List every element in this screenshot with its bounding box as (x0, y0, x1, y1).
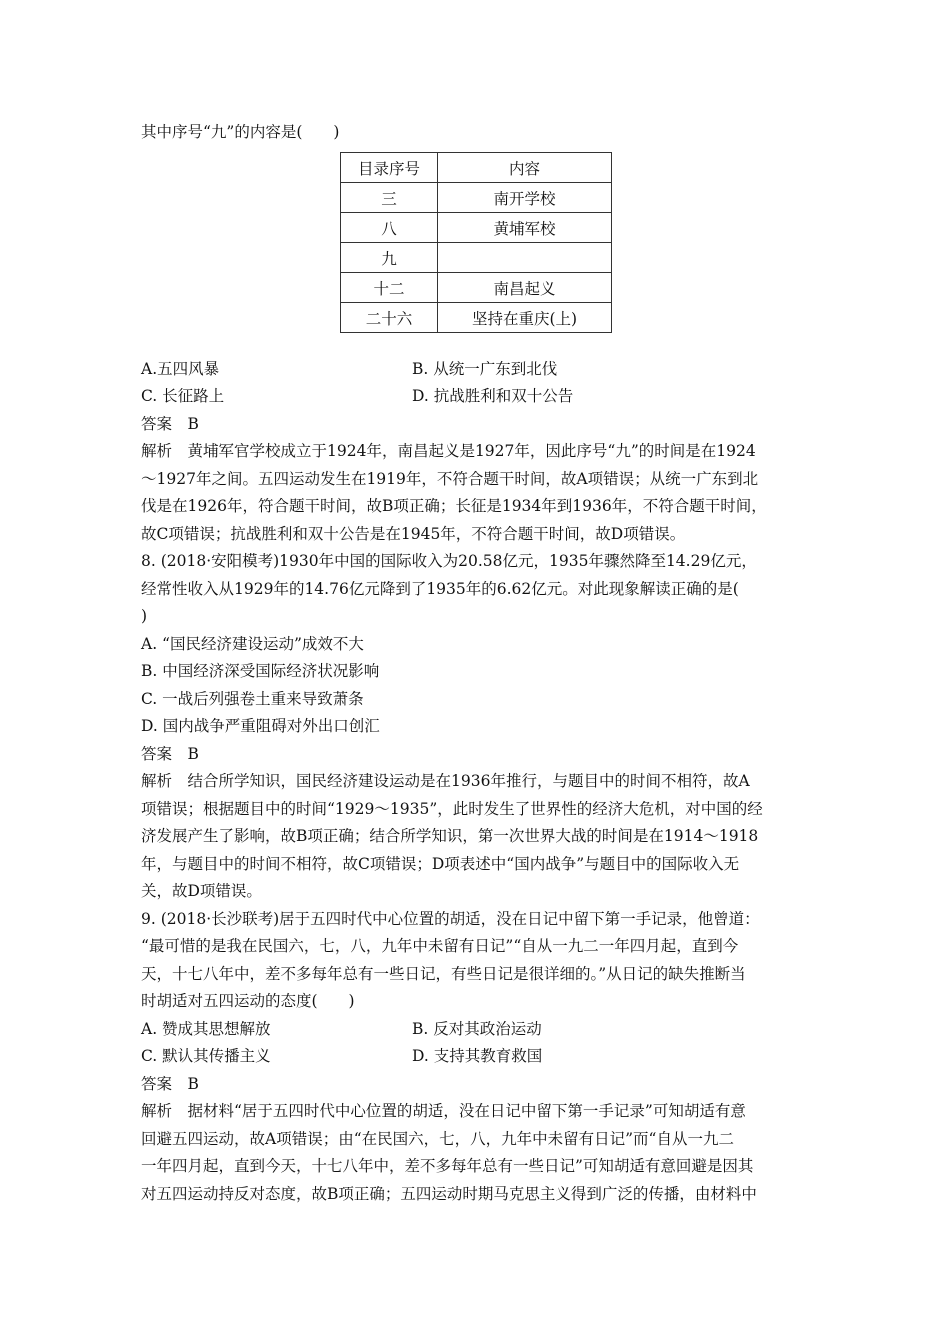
analysis-line: 伐是在1926年，符合题干时间，故B项正确；长征是1934年到1936年，不符合题干时间， (141, 497, 767, 515)
option-b: B. 反对其政治运动 (412, 1020, 542, 1038)
question-stem: “最可惜的是我在民国六，七，八，九年中未留有日记”“自从一九二一年四月起，直到今 (141, 937, 739, 955)
table-cell: 坚持在重庆(上) (438, 303, 612, 333)
question-stem: 时胡适对五四运动的态度( ) (141, 992, 355, 1010)
option-d: D. 国内战争严重阻碍对外出口创汇 (141, 717, 380, 735)
analysis-line: 解析 黄埔军官学校成立于1924年，南昌起义是1927年，因此序号“九”的时间是在1924 (141, 442, 756, 460)
question-stem: ) (141, 607, 148, 625)
analysis-line: 对五四运动持反对态度，故B项正确；五四运动时期马克思主义得到广泛的传播，由材料中 (141, 1185, 757, 1203)
option-c: C. 长征路上 (141, 387, 225, 405)
table-row (341, 213, 612, 243)
option-b: B. 中国经济深受国际经济状况影响 (141, 662, 380, 680)
analysis-line: 一年四月起，直到今天，十七八年中，差不多每年总有一些日记”可知胡适有意回避是因其 (141, 1157, 754, 1175)
option-c: C. 默认其传播主义 (141, 1047, 271, 1065)
table-cell: 二十六 (341, 303, 438, 333)
question-intro: 其中序号“九”的内容是( ) (141, 123, 340, 141)
table-cell (438, 243, 612, 273)
table-cell: 南昌起义 (438, 273, 612, 303)
table-row (341, 243, 612, 273)
question-stem: 天，十七八年中，差不多每年总有一些日记，有些日记是很详细的。”从日记的缺失推断当 (141, 965, 746, 983)
table-cell: 十二 (341, 273, 438, 303)
toc-table (340, 152, 612, 333)
option-a: A. 赞成其思想解放 (141, 1020, 271, 1038)
question-stem: 9. (2018·长沙联考)居于五四时代中心位置的胡适，没在日记中留下第一手记录，他曾道： (141, 910, 760, 928)
table-header-cell: 目录序号 (341, 153, 438, 183)
option-b: B. 从统一广东到北伐 (412, 360, 558, 378)
table-header-row (341, 153, 612, 183)
answer: 答案 B (141, 415, 199, 433)
table-header-cell: 内容 (438, 153, 612, 183)
option-a: A.五四风暴 (141, 360, 220, 378)
table-cell: 南开学校 (438, 183, 612, 213)
table-cell: 黄埔军校 (438, 213, 612, 243)
question-stem: 8. (2018·安阳模考)1930年中国的国际收入为20.58亿元，1935年骤然降至14.29亿元， (141, 552, 757, 570)
table-cell: 三 (341, 183, 438, 213)
table-row (341, 303, 612, 333)
analysis-line: 济发展产生了影响，故B项正确；结合所学知识，第一次世界大战的时间是在1914～1918 (141, 827, 759, 845)
analysis-line: 解析 结合所学知识，国民经济建设运动是在1936年推行，与题目中的时间不相符，故A (141, 772, 750, 790)
table-row (341, 183, 612, 213)
analysis-line: 解析 据材料“居于五四时代中心位置的胡适，没在日记中留下第一手记录”可知胡适有意 (141, 1102, 746, 1120)
option-d: D. 抗战胜利和双十公告 (412, 387, 574, 405)
analysis-line: ～1927年之间。五四运动发生在1919年，不符合题干时间，故A项错误；从统一广东到北 (141, 470, 759, 488)
answer: 答案 B (141, 1075, 199, 1093)
option-c: C. 一战后列强卷土重来导致萧条 (141, 690, 364, 708)
analysis-line: 项错误；根据题目中的时间“1929～1935”，此时发生了世界性的经济大危机，对中国的经 (141, 800, 763, 818)
answer: 答案 B (141, 745, 199, 763)
option-a: A. “国民经济建设运动”成效不大 (141, 635, 364, 653)
analysis-line: 故C项错误；抗战胜利和双十公告是在1945年，不符合题干时间，故D项错误。 (141, 525, 686, 543)
option-d: D. 支持其教育救国 (412, 1047, 543, 1065)
table-cell: 九 (341, 243, 438, 273)
table-row (341, 273, 612, 303)
analysis-line: 回避五四运动，故A项错误；由“在民国六，七，八，九年中未留有日记”而“自从一九二 (141, 1130, 734, 1148)
analysis-line: 关，故D项错误。 (141, 882, 262, 900)
analysis-line: 年，与题目中的时间不相符，故C项错误；D项表述中“国内战争”与题目中的国际收入无 (141, 855, 740, 873)
table-cell: 八 (341, 213, 438, 243)
question-stem: 经常性收入从1929年的14.76亿元降到了1935年的6.62亿元。对此现象解读正确的是( (141, 580, 739, 598)
